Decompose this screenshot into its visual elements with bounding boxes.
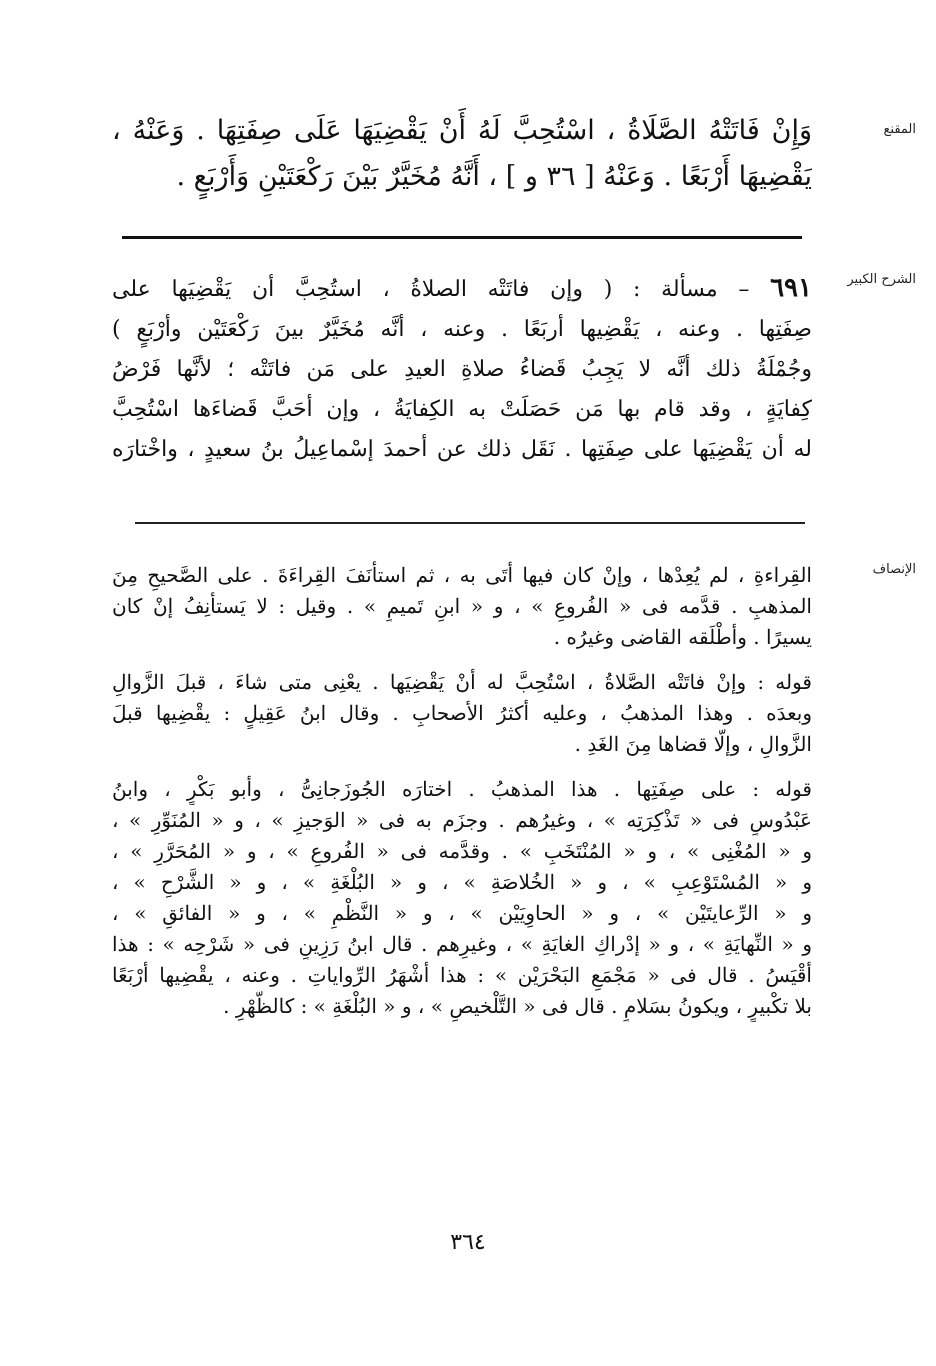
insaf-line: و « المُغْنِى » ، و « المُنْتَخَبِ » . وقدَّمه فى « الفُروعِ » ، و « المُحَرَّرِ » ، [112,839,812,863]
sharh-first-line: – مسألة : ( وإن فاتَتْه الصلاةُ ، استُحِبَّ أن يَقْضِيَها على [112,277,750,302]
muqni-line: يَقْضِيهَا أَرْبَعًا . وَعَنْهُ [ ٣٦ و ] ، أَنَّهُ مُخَيَّرٌ بَيْنَ رَكْعَتَيْنِ وَأَرْبَعٍ . [176,161,812,192]
insaf-line: بلا تكْبيرٍ ، ويكونُ بسَلامٍ . قال فى « التَّلْخيصِ » ، و « البُلْغَةِ » : كالظُّهْرِ . [223,994,812,1018]
insaf-line: أقْيَسُ . قال فى « مَجْمَعِ البَحْرَيْن » : هذا أشْهَرُ الرِّواياتِ . وعنه ، يقْضِيها أرْبَعًا [112,963,812,987]
insaf-line: و « الرِّعايتَيْن » ، و « الحاوِيَيْن » ، و « النَّظْمِ » ، و « الفائقِ » ، [112,901,812,925]
sharh-text [112,268,812,470]
section-divider [135,522,805,524]
label-insaf: الإنصاف [872,562,916,577]
insaf-line: القِراءةِ ، لم يُعِدْها ، وإنْ كان فيها أتَى به ، ثم استأْنَفَ القِراءَةَ . على الصَّحيحِ مِنَ [112,563,812,587]
muqni-line: وَإِنْ فَاتَتْهُ الصَّلَاةُ ، اسْتُحِبَّ لَهُ أَنْ يَقْضِيَهَا عَلَى صِفَتِهَا . وَعَنْهُ ، [112,115,812,146]
muqni-text [112,108,812,200]
insaf-line: عَبْدُوسٍ فى « تَذْكِرَتِه » ، وغيرُهم . وجزَم به فى « الوَجيزِ » ، و « المُنَوِّرِ » ، [112,808,812,832]
section-divider [122,236,802,239]
issue-number: ٦٩١ [770,273,812,303]
sharh-line: له أن يَقْضِيَها على صِفَتِها . نَقَل ذلك عن أحمدَ إسْماعِيلُ بنُ سعيدٍ ، واخْتارَه [112,437,812,462]
insaf-line: قوله : على صِفَتِها . هذا المذهبُ . اختارَه الجُوزَجانِىُّ ، وأبو بَكْرٍ ، وابنُ [112,777,812,801]
insaf-line: الزَّوالِ ، وإلَّا قضاها مِنَ الغَدِ . [574,732,812,756]
insaf-text [112,560,812,1022]
label-muqni: المقنع [883,122,916,137]
sharh-line: صِفَتِها . وعنه ، يَقْضِيها أربَعًا . وعنه ، أنَّه مُخَيَّرٌ بينَ رَكْعَتَيْن وأرْبَعٍ ) [112,317,812,342]
insaf-line: وبعدَه . وهذا المذهبُ ، وعليه أكثرُ الأصحابِ . وقال ابنُ عَقِيلٍ : يقْضِيها قبلَ [112,701,812,725]
page-number: ٣٦٤ [450,1230,486,1255]
label-sharh: الشرح الكبير [847,272,916,287]
insaf-line: و « المُسْتَوْعِبِ » ، و « الخُلاصَةِ » ، و « البُلْغَةِ » ، و « الشَّرْحِ » ، [112,870,812,894]
insaf-line: يسيرًا . وأطْلَقه القاضى وغيرُه . [553,625,812,649]
sharh-line [112,268,812,310]
insaf-line: و « النِّهايَةِ » ، و « إدْراكِ الغايَةِ » ، وغيرِهم . قال ابنُ رَزِينٍ فى « شَرْحِه » : هذا [112,932,812,956]
insaf-line: المذهبِ . قدَّمه فى « الفُروعِ » ، و « ابنِ تَميمٍ » . وقيل : لا يَستأْنِفُ إنْ كان [112,594,812,618]
sharh-line: كِفايَةٍ ، وقد قام بها مَن حَصَلَتْ به الكِفايَةُ ، وإن أحَبَّ قَضاءَها اسْتُحِبَّ [112,397,812,422]
insaf-line: قوله : وإنْ فاتَتْه الصَّلاةُ ، اسْتُحِبَّ له أنْ يَقْضِيَها . يعْنِى متى شاءَ ، قبلَ الزَّوالِ [112,670,812,694]
sharh-line: وجُمْلَةُ ذلك أنَّه لا يَجِبُ قَضاءُ صلاةِ العيدِ على مَن فاتَتْه ؛ لأنَّها فَرْضُ [112,357,812,382]
